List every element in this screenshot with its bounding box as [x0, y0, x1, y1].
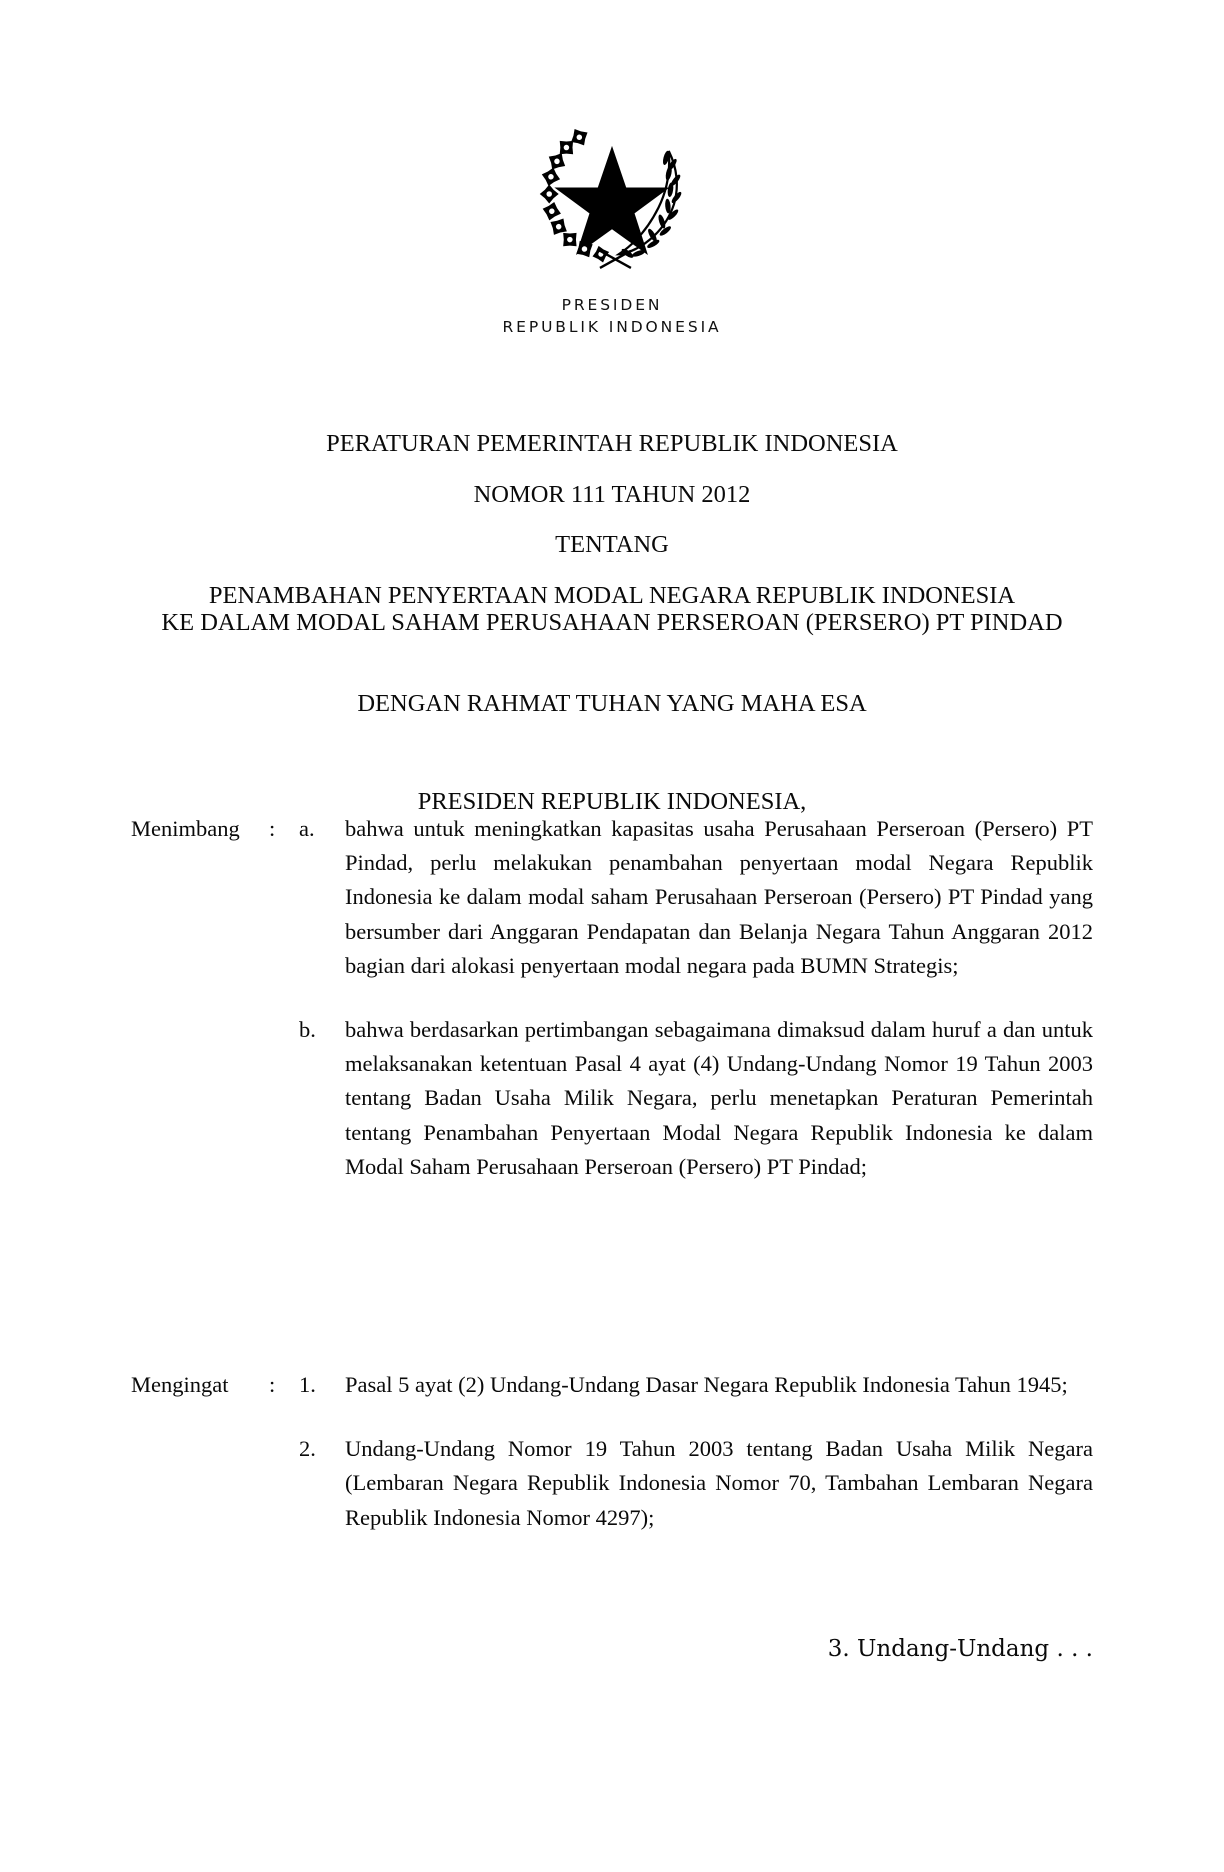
mengingat-text-1: Pasal 5 ayat (2) Undang-Undang Dasar Negara Republik Indonesia Tahun 1945;	[345, 1372, 1068, 1397]
menimbang-section	[131, 812, 1093, 1184]
mengingat-item-2	[131, 1432, 1093, 1535]
document-title-block	[0, 432, 1224, 841]
menimbang-item-b	[131, 1013, 1093, 1184]
tentang-line: TENTANG	[555, 531, 669, 558]
menimbang-colon: :	[269, 816, 276, 841]
menimbang-item-a	[131, 812, 1093, 983]
menimbang-text-b: bahwa berdasarkan pertimbangan sebagaimana dimaksud dalam huruf a dan untuk melaksanakan ketentuan Pasal 4 ayat (4) Undang-Undang Nomor 19 Tahun 2003 tentang Badan Usaha Milik Negara, perlu menetapkan Peraturan Pemerintah tentang Penambahan Penyertaan Modal Negara Republik Indonesia ke dalam Modal Saham Perusahaan Perseroan (Persero) PT Pindad;	[345, 1016, 1093, 1179]
presidential-emblem-block	[0, 108, 1224, 339]
mengingat-colon: :	[269, 1372, 276, 1397]
authority-line: PRESIDEN REPUBLIK INDONESIA,	[417, 788, 807, 815]
page-catchword: 3. Undang-Undang . . .	[827, 1636, 1093, 1662]
subject-line-2: KE DALAM MODAL SAHAM PERUSAHAAN PERSEROAN (PERSERO) PT PINDAD	[161, 609, 1063, 636]
emblem-caption-line-1: PRESIDEN	[561, 296, 663, 314]
mengingat-marker-2: 2.	[299, 1436, 316, 1462]
mengingat-item-1	[131, 1368, 1093, 1402]
subject-line-1: PENAMBAHAN PENYERTAAN MODAL NEGARA REPUBLIK INDONESIA	[208, 581, 1016, 609]
indonesian-presidential-seal-icon	[526, 108, 698, 280]
regulation-number-line: NOMOR 111 TAHUN 2012	[473, 480, 751, 508]
emblem-caption-line-2: REPUBLIK INDONESIA	[502, 318, 722, 337]
mengingat-section	[131, 1368, 1093, 1535]
regulation-type-line: PERATURAN PEMERINTAH REPUBLIK INDONESIA	[326, 430, 898, 457]
mengingat-text-2: Undang-Undang Nomor 19 Tahun 2003 tentang Badan Usaha Milik Negara (Lembaran Negara Republik Indonesia Nomor 70, Tambahan Lembaran Negara Republik Indonesia Nomor 4297);	[345, 1436, 1093, 1530]
blessing-line: DENGAN RAHMAT TUHAN YANG MAHA ESA	[357, 689, 867, 717]
menimbang-marker-b: b.	[299, 1016, 316, 1042]
mengingat-label: Mengingat	[131, 1372, 229, 1397]
menimbang-label: Menimbang	[131, 816, 240, 841]
menimbang-marker-a: a.	[299, 816, 315, 841]
mengingat-marker-1: 1.	[299, 1372, 316, 1397]
emblem-caption	[502, 294, 721, 339]
menimbang-text-a: bahwa untuk meningkatkan kapasitas usaha Perusahaan Perseroan (Persero) PT Pindad, perlu melakukan penambahan penyertaan modal Negara Republik Indonesia ke dalam modal saham Perusahaan Perseroan (Persero) PT Pindad yang bersumber dari Anggaran Pendapatan dan Belanja Negara Tahun Anggaran 2012 bagian dari alokasi penyertaan modal negara pada BUMN Strategis;	[345, 816, 1093, 978]
